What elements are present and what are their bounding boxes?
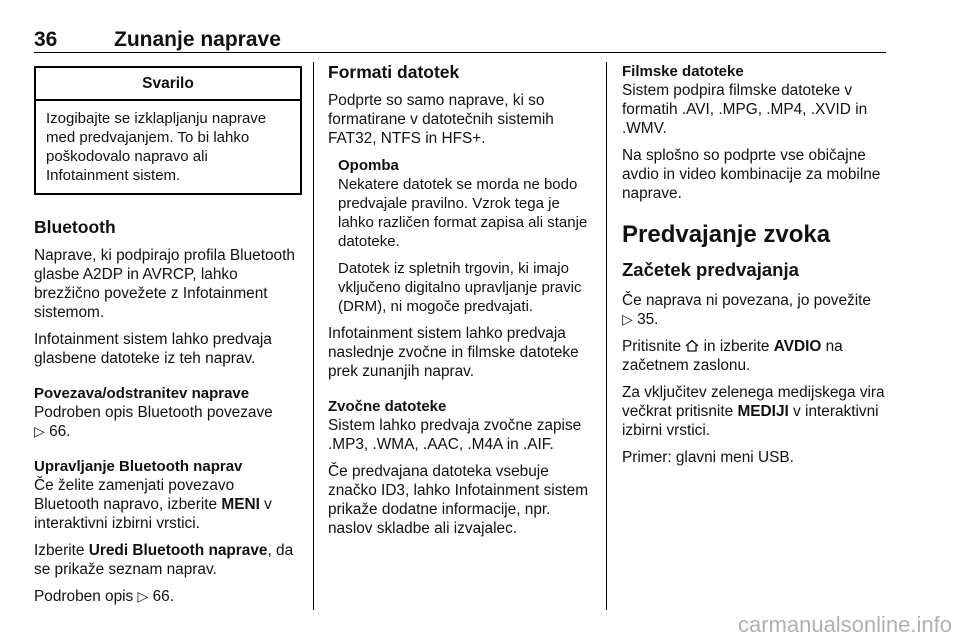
green-text-a: Za vključitev zelenega medijskega vira večkrat pritisnite — [622, 384, 885, 420]
warning-body: Izogibajte se izklapljanju naprave med predvajanjem. To bi lahko poškodovalo napravo ali Infotainment sistem. — [46, 110, 267, 184]
movie-files-paragraph: Sistem podpira filmske datoteke v formatih .AVI, .MPG, .MP4, .XVID in .WMV. — [622, 82, 868, 137]
note-title: Opomba — [338, 157, 399, 174]
warning-box — [34, 66, 302, 195]
detail-page-ref[interactable]: 66. — [152, 588, 175, 605]
select-text-b: , da se prikaže seznam naprav. — [34, 542, 294, 578]
home-icon — [685, 338, 703, 355]
column-1 — [34, 62, 302, 614]
manage-text-a: Če želite zamenjati povezavo Bluetooth napravo, izberite — [34, 477, 235, 513]
manage-text-b: v interaktivni izbirni vrstici. — [34, 496, 272, 532]
green-source-paragraph — [622, 383, 888, 440]
menu-keyword: MENI — [221, 496, 260, 513]
start-text: Če naprava ni povezana, jo povežite — [622, 292, 871, 309]
header-rule — [34, 52, 886, 53]
bluetooth-paragraph-2: Infotainment sistem lahko predvaja glasbene datoteke iz teh naprav. — [34, 331, 272, 367]
audio-files-subheading: Zvočne datoteke — [328, 398, 447, 415]
column-3 — [622, 62, 888, 475]
file-formats-heading: Formati datotek — [328, 62, 460, 82]
file-formats-paragraph: Podprte so samo naprave, ki so formatirane v datotečnih sistemih FAT32, NTFS in HFS+. — [328, 92, 554, 147]
detail-paragraph — [34, 587, 302, 606]
id3-paragraph: Če predvajana datoteka vsebuje značko ID3, lahko Infotainment sistem prikaže dodatne informacije, npr. naslov skladbe ali izvajalec. — [328, 463, 589, 537]
connect-paragraph — [34, 403, 302, 441]
note-block — [338, 156, 594, 316]
column-2 — [328, 62, 594, 546]
manage-subheading: Upravljanje Bluetooth naprav — [34, 458, 243, 475]
connect-page-ref[interactable]: 66. — [49, 423, 71, 440]
page-ref-arrow-icon: ▷ — [34, 423, 45, 439]
column-divider-1 — [313, 62, 314, 610]
example-paragraph: Primer: glavni meni USB. — [622, 449, 794, 466]
edit-bluetooth-keyword: Uredi Bluetooth naprave — [88, 542, 268, 559]
start-playback-heading: Začetek predvajanja — [622, 259, 799, 280]
warning-title: Svarilo — [36, 68, 300, 101]
audio-files-paragraph: Sistem lahko predvaja zvočne zapise .MP3, .WMA, .AAC, .M4A in .AIF. — [328, 417, 582, 453]
chapter-title: Zunanje naprave — [114, 28, 281, 51]
select-text-a: Izberite — [34, 542, 89, 559]
page-ref-arrow-icon: ▷ — [137, 588, 149, 604]
mediji-keyword: MEDIJI — [737, 403, 789, 420]
start-paragraph — [622, 291, 888, 329]
press-text-c: na začetnem zaslonu. — [622, 338, 843, 374]
note-paragraph-2: Datotek iz spletnih trgovin, ki imajo vključeno digitalno upravljanje pravic (DRM), ni mogoče predvajati. — [338, 260, 582, 315]
press-paragraph — [622, 337, 888, 375]
green-text-b: v interaktivni izbirni vrstici. — [622, 403, 879, 439]
select-paragraph — [34, 541, 302, 579]
playback-paragraph: Infotainment sistem lahko predvaja naslednje zvočne in filmske datoteke prek zunanjih naprav. — [328, 325, 579, 380]
avdio-keyword: AVDIO — [773, 338, 822, 355]
note-paragraph-1: Nekatere datotek se morda ne bodo predvajale pravilno. Vzrok tega je lahko različen format zapisa ali stanje datoteke. — [338, 176, 588, 250]
connect-subheading: Povezava/odstranitev naprave — [34, 385, 250, 402]
page-number: 36 — [34, 28, 58, 51]
press-text-a: Pritisnite — [622, 338, 686, 355]
detail-text: Podroben opis — [34, 588, 138, 605]
movie-files-subheading: Filmske datoteke — [622, 63, 744, 80]
start-page-ref[interactable]: 35. — [637, 311, 659, 328]
watermark: carmanualsonline.info — [737, 612, 952, 637]
bluetooth-paragraph-1: Naprave, ki podpirajo profila Bluetooth glasbe A2DP in AVRCP, lahko brezžično povežete z Infotainment sistemom. — [34, 247, 295, 321]
page-header — [34, 28, 886, 54]
manage-paragraph — [34, 476, 302, 533]
column-divider-2 — [606, 62, 607, 610]
press-text-b: in izberite — [703, 338, 774, 355]
movie-files-paragraph-2: Na splošno so podprte vse običajne avdio in video kombinacije za mobilne naprave. — [622, 147, 881, 202]
audio-playback-heading: Predvajanje zvoka — [622, 221, 831, 248]
bluetooth-heading: Bluetooth — [34, 217, 116, 237]
connect-text: Podroben opis Bluetooth povezave — [34, 404, 273, 421]
page-ref-arrow-icon: ▷ — [622, 311, 633, 327]
